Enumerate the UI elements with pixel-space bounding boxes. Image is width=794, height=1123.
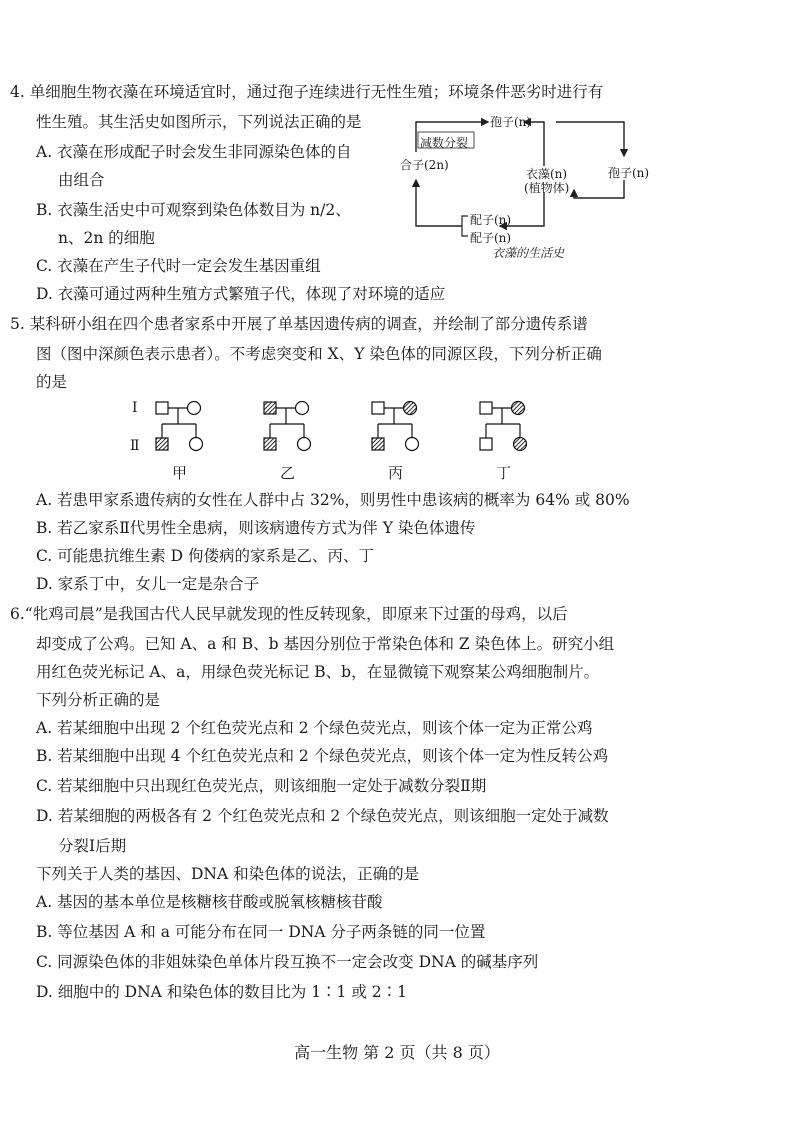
q5-option-d: D. 家系丁中，女儿一定是杂合子: [36, 575, 260, 593]
q6-stem-line3: 用红色荧光标记 A、a，用绿色荧光标记 B、b，在显微镜下观察某公鸡细胞制片。: [36, 663, 600, 681]
bing-mother: [404, 402, 417, 415]
q5-option-b: B. 若乙家系Ⅱ代男性全患病，则该病遗传方式为伴 Y 染色体遗传: [36, 519, 476, 537]
bing-father: [372, 402, 384, 414]
q6-option-d: D. 若某细胞的两极各有 2 个红色荧光点和 2 个绿色荧光点，则该细胞一定处于减数: [36, 807, 609, 825]
family-label-yi: 乙: [280, 464, 296, 482]
q5-stem-line3: 的是: [36, 373, 68, 391]
pedigree-bing: [372, 402, 419, 451]
q4-stem-line1: 4. 单细胞生物衣藻在环境适宜时，通过孢子连续进行无性生殖；环境条件恶劣时进行有: [10, 83, 604, 101]
jia-son: [156, 438, 168, 450]
q4-option-b-cont: n、2n 的细胞: [58, 229, 155, 247]
bing-daughter: [406, 438, 419, 451]
q7-option-b: B. 等位基因 A 和 a 可能分布在同一 DNA 分子两条链的同一位置: [36, 923, 486, 941]
q4-option-d: D. 衣藻可通过两种生殖方式繁殖子代，体现了对环境的适应: [36, 285, 446, 303]
generation-label-2: Ⅱ: [130, 438, 140, 454]
arrow-gametes-to-zygote: [416, 180, 462, 226]
yi-father: [264, 402, 276, 414]
q6-option-b: B. 若某细胞中出现 4 个红色荧光点和 2 个绿色荧光点，则该个体一定为性反转公鸡: [36, 747, 609, 765]
q5-option-a: A. 若患甲家系遗传病的女性在人群中占 32%，则男性中患该病的概率为 64% 或 80%: [36, 491, 630, 509]
ding-daughter: [514, 438, 527, 451]
yi-mother: [296, 402, 309, 415]
q6-option-d-cont: 分裂Ⅰ后期: [58, 837, 127, 855]
q5-option-c: C. 可能患抗维生素 D 佝偻病的家系是乙、丙、丁: [36, 547, 374, 565]
family-label-bing: 丙: [388, 464, 404, 482]
q7-option-c: C. 同源染色体的非姐妹染色单体片段互换不一定会改变 DNA 的碱基序列: [36, 953, 539, 971]
diagram-zygote: 合子(2n): [400, 158, 449, 172]
diagram-alga-plant: (植物体): [524, 181, 570, 195]
jia-daughter: [190, 438, 203, 451]
pedigree-jia: [156, 402, 203, 451]
family-label-ding: 丁: [496, 464, 512, 482]
q4-option-c: C. 衣藻在产生子代时一定会发生基因重组: [36, 257, 321, 275]
diagram-meiosis: 减数分裂: [420, 136, 469, 150]
q6-stem-line1: 6.“牝鸡司晨”是我国古代人民早就发现的性反转现象，即原来下过蛋的母鸡，以后: [10, 605, 568, 623]
q4-stem-line2: 性生殖。其生活史如图所示，下列说法正确的是: [36, 113, 362, 131]
diagram-spore-top: 孢子(n): [490, 115, 532, 129]
page-footer: 高一生物 第 2 页（共 8 页）: [294, 1043, 500, 1062]
diagram-gamete-1: 配子(n): [470, 213, 512, 227]
q7-option-d: D. 细胞中的 DNA 和染色体的数目比为 1∶1 或 2∶1: [36, 983, 407, 1001]
q4-option-b: B. 衣藻生活史中可观察到染色体数目为 n/2、: [36, 201, 351, 219]
arrow-loop-right: [556, 122, 624, 156]
diagram-gamete-2: 配子(n): [470, 231, 512, 245]
q4-option-a-cont: 由组合: [58, 171, 105, 189]
yi-daughter: [298, 438, 311, 451]
jia-mother: [188, 402, 201, 415]
q5-stem-line1: 5. 某科研小组在四个患者家系中开展了单基因遗传病的调查，并绘制了部分遗传系谱: [10, 315, 588, 333]
bing-son: [372, 438, 384, 450]
family-label-jia: 甲: [172, 464, 188, 482]
gamete-bracket: [462, 216, 468, 236]
diagram-alga: 衣藻(n): [526, 167, 568, 181]
diagram-spore-right: 孢子(n): [608, 166, 650, 180]
q7-stem: 下列关于人类的基因、DNA 和染色体的说法，正确的是: [36, 865, 420, 883]
jia-father: [156, 402, 168, 414]
diagram-caption: 衣藻的生活史: [492, 246, 565, 260]
q5-stem-line2: 图（图中深颜色表示患者）。不考虑突变和 X、Y 染色体的同源区段，下列分析正确: [36, 345, 602, 363]
pedigree-charts: [150, 394, 570, 464]
ding-father: [480, 402, 492, 414]
q6-stem-line4: 下列分析正确的是: [36, 691, 161, 709]
q6-option-c: C. 若某细胞中只出现红色荧光点，则该细胞一定处于减数分裂Ⅱ期: [36, 777, 487, 795]
ding-mother: [512, 402, 525, 415]
ding-son: [480, 438, 492, 450]
pedigree-ding: [480, 402, 527, 451]
q6-option-a: A. 若某细胞中出现 2 个红色荧光点和 2 个绿色荧光点，则该个体一定为正常公鸡: [36, 719, 593, 737]
q7-option-a: A. 基因的基本单位是核糖核苷酸或脱氧核糖核苷酸: [36, 893, 383, 911]
q4-option-a: A. 衣藻在形成配子时会发生非同源染色体的自: [36, 143, 352, 161]
pedigree-yi: [264, 402, 311, 451]
generation-label-1: Ⅰ: [132, 400, 138, 416]
q6-stem-line2: 却变成了公鸡。已知 A、a 和 B、b 基因分别位于常染色体和 Z 染色体上。研究小组: [36, 635, 615, 653]
yi-son: [264, 438, 276, 450]
